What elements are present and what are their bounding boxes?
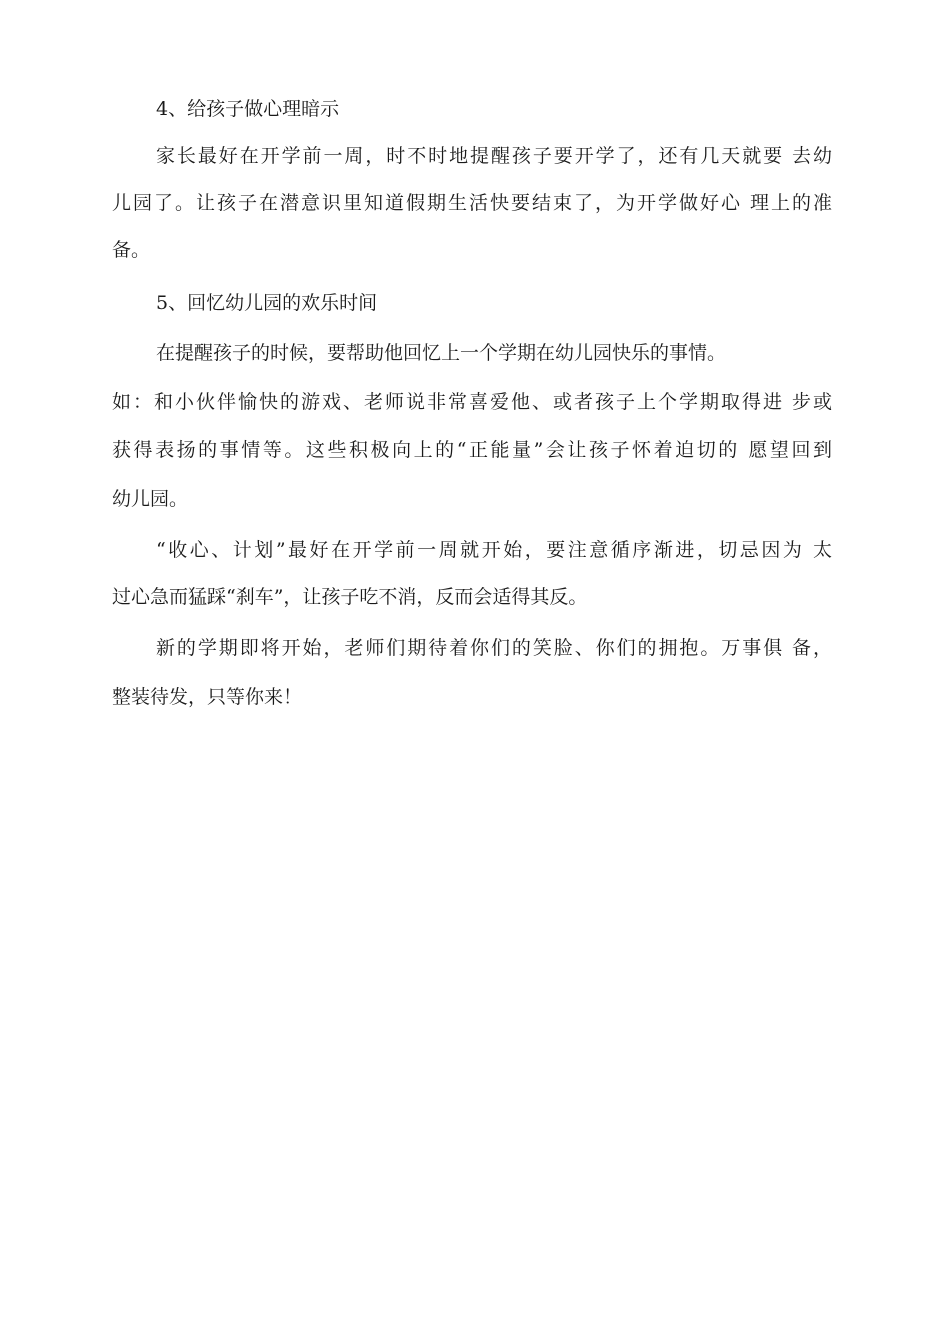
paragraph-line: 备。 bbox=[112, 239, 151, 261]
paragraph-line: 儿园了。让孩子在潜意识里知道假期生活快要结束了，为开学做好心 理上的准 bbox=[112, 192, 832, 214]
paragraph-line: 如：和小伙伴愉快的游戏、老师说非常喜爱他、或者孩子上个学期取得进 步或 bbox=[112, 391, 832, 413]
paragraph-line: 幼儿园。 bbox=[112, 488, 189, 510]
paragraph-line: 新的学期即将开始，老师们期待着你们的笑脸、你们的拥抱。万事俱 备， bbox=[156, 637, 832, 659]
paragraph-line: “收心、计划”最好在开学前一周就开始，要注意循序渐进，切忌因为 太 bbox=[156, 539, 832, 561]
paragraph-line: 过心急而猛踩“刹车”，让孩子吃不消，反而会适得其反。 bbox=[112, 586, 588, 608]
paragraph-line: 家长最好在开学前一周，时不时地提醒孩子要开学了，还有几天就要 去幼 bbox=[156, 145, 832, 167]
paragraph-line: 获得表扬的事情等。这些积极向上的“正能量”会让孩子怀着迫切的 愿望回到 bbox=[112, 439, 832, 461]
heading-5: 5、回忆幼儿园的欢乐时间 bbox=[156, 292, 378, 314]
paragraph-line: 整装待发，只等你来！ bbox=[112, 686, 303, 708]
heading-4: 4、给孩子做心理暗示 bbox=[156, 98, 340, 120]
paragraph-line: 在提醒孩子的时候，要帮助他回忆上一个学期在幼儿园快乐的事情。 bbox=[156, 342, 727, 364]
